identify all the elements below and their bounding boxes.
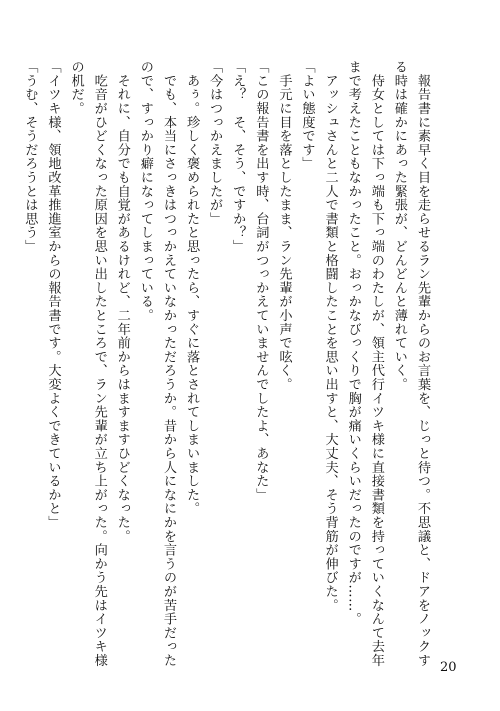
text-line: 手元に目を落としたまま、ラン先輩が小声で呟く。 (276, 60, 292, 392)
text-line: でも、本当にさっきはつっかえていなかっただろうか。昔から人になにかを言うのが苦手だった (160, 60, 176, 668)
text-line: それに、自分でも自覚があるけれど、二年前からはますますひどくなった。 (114, 60, 130, 543)
text-line: 「この報告書を出す時、台詞がつっかえていませんでしたよ、あなた」 (253, 60, 269, 502)
text-line: 報告書に素早く目を走らせるラン先輩からのお言葉を、じっと待つ。不思議と、ドアをノックす (415, 60, 430, 668)
text-line: まで考えたこともなかったこと。おっかなびっくりで胸が痛いくらいだったのですが……。 (345, 60, 361, 626)
text-line: あぅ。珍しく褒められたと思ったら、すぐに落とされてしまいました。 (184, 60, 200, 516)
text-line: 「うむ、そうだろうとは思う」 (22, 60, 38, 254)
text-line: 「今はつっかえましたが」 (207, 60, 223, 226)
text-line: の机だ。 (68, 60, 84, 116)
text-line: 「イツキ様、領地改革推進室からの報告書です。大変よくできているかと」 (45, 60, 61, 530)
text-line: アッシュさんと二人で書類と格闘したことを思い出すと、大丈夫、そう背筋が伸びた。 (322, 60, 338, 612)
text-line: 侍女としては下っ端も下っ端のわたしが、領主代行イツキ様に直接書類を持っていくなんて去年 (368, 60, 384, 668)
text-line: 「よい態度です」 (299, 60, 315, 171)
text-line: ので、すっかり癖になってしまっている。 (137, 60, 153, 323)
page-number: 20 (440, 660, 457, 675)
text-line: 吃音がひどくなった原因を思い出したところで、ラン先輩が立ち上がった。向かう先はイツキ様 (91, 60, 107, 668)
text-line: 「え？ そ、そう、ですか？」 (230, 60, 246, 254)
vertical-text-body (22, 60, 434, 668)
text-line: る時は確かにあった緊張が、どんどんと薄れていく。 (391, 60, 407, 392)
